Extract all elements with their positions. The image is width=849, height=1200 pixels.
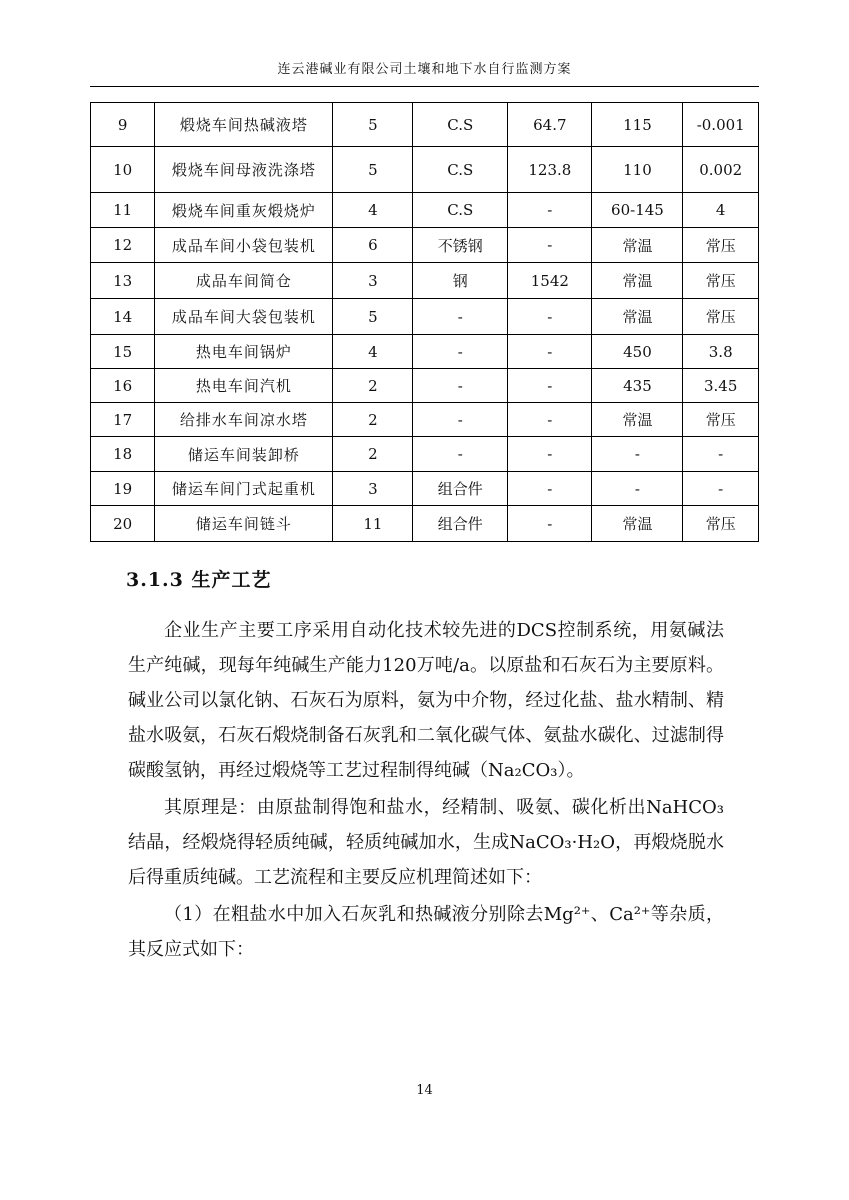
- table-cell: 热电车间锅炉: [155, 335, 333, 369]
- table-cell: 5: [333, 103, 413, 147]
- table-row: [91, 472, 759, 506]
- table-cell: 常温: [592, 403, 683, 437]
- table-cell: 常温: [592, 506, 683, 542]
- table-cell: 10: [91, 147, 155, 193]
- section-title: 3.1.3 生产工艺: [126, 569, 272, 591]
- table-cell: 450: [592, 335, 683, 369]
- table-cell: 15: [91, 335, 155, 369]
- table-cell: 60-145: [592, 193, 683, 228]
- table-cell: 常压: [683, 228, 759, 263]
- table-cell: 16: [91, 369, 155, 403]
- table-row: [91, 437, 759, 472]
- table-cell: 2: [333, 437, 413, 472]
- table-cell: -0.001: [683, 103, 759, 147]
- table-cell: 成品车间大袋包装机: [155, 299, 333, 335]
- body-text: [128, 613, 724, 967]
- equipment-table-body: [91, 103, 759, 542]
- table-cell: C.S: [413, 193, 508, 228]
- table-cell: 110: [592, 147, 683, 193]
- table-cell: -: [683, 472, 759, 506]
- table-cell: 2: [333, 403, 413, 437]
- table-row: [91, 103, 759, 147]
- table-cell: 钢: [413, 263, 508, 299]
- table-cell: -: [413, 335, 508, 369]
- table-cell: -: [508, 335, 592, 369]
- table-cell: 20: [91, 506, 155, 542]
- table-cell: 储运车间链斗: [155, 506, 333, 542]
- table-row: [91, 506, 759, 542]
- table-cell: 5: [333, 299, 413, 335]
- table-cell: 12: [91, 228, 155, 263]
- table-cell: 煅烧车间重灰煅烧炉: [155, 193, 333, 228]
- table-cell: 13: [91, 263, 155, 299]
- table-cell: 不锈钢: [413, 228, 508, 263]
- equipment-table: [90, 102, 759, 542]
- table-row: [91, 228, 759, 263]
- table-cell: 常温: [592, 299, 683, 335]
- table-cell: 14: [91, 299, 155, 335]
- table-row: [91, 193, 759, 228]
- table-cell: 9: [91, 103, 155, 147]
- table-cell: 0.002: [683, 147, 759, 193]
- table-cell: -: [508, 299, 592, 335]
- table-cell: 5: [333, 147, 413, 193]
- table-cell: -: [508, 437, 592, 472]
- table-cell: -: [413, 299, 508, 335]
- table-cell: 19: [91, 472, 155, 506]
- table-cell: 4: [333, 193, 413, 228]
- table-cell: 常压: [683, 263, 759, 299]
- table-cell: 2: [333, 369, 413, 403]
- table-row: [91, 369, 759, 403]
- table-cell: 3: [333, 263, 413, 299]
- table-row: [91, 263, 759, 299]
- table-cell: 给排水车间凉水塔: [155, 403, 333, 437]
- table-cell: -: [592, 472, 683, 506]
- table-cell: 6: [333, 228, 413, 263]
- table-cell: 17: [91, 403, 155, 437]
- table-row: [91, 147, 759, 193]
- table-cell: 11: [333, 506, 413, 542]
- table-cell: 64.7: [508, 103, 592, 147]
- table-row: [91, 403, 759, 437]
- table-cell: 115: [592, 103, 683, 147]
- table-cell: -: [508, 193, 592, 228]
- table-cell: -: [508, 228, 592, 263]
- table-cell: 常温: [592, 263, 683, 299]
- table-cell: -: [413, 369, 508, 403]
- table-cell: 组合件: [413, 506, 508, 542]
- table-cell: 常压: [683, 506, 759, 542]
- table-cell: 435: [592, 369, 683, 403]
- table-cell: 煅烧车间热碱液塔: [155, 103, 333, 147]
- table-cell: 3.8: [683, 335, 759, 369]
- table-cell: 煅烧车间母液洗涤塔: [155, 147, 333, 193]
- table-cell: 3: [333, 472, 413, 506]
- table-cell: -: [508, 506, 592, 542]
- table-cell: 3.45: [683, 369, 759, 403]
- table-cell: -: [683, 437, 759, 472]
- table-cell: -: [413, 437, 508, 472]
- table-cell: 11: [91, 193, 155, 228]
- table-cell: 成品车间小袋包装机: [155, 228, 333, 263]
- table-cell: 常温: [592, 228, 683, 263]
- table-cell: -: [508, 369, 592, 403]
- paragraph: 其原理是：由原盐制得饱和盐水，经精制、吸氨、碳化析出NaHCO₃结晶，经煅烧得轻质纯碱，轻质纯碱加水，生成NaCO₃·H₂O，再煅烧脱水后得重质纯碱。工艺流程和主要反应机理简述如下：: [128, 797, 724, 888]
- table-cell: C.S: [413, 103, 508, 147]
- page-number: 14: [416, 1083, 433, 1098]
- header-rule: [90, 86, 759, 87]
- table-cell: 1542: [508, 263, 592, 299]
- table-cell: 热电车间汽机: [155, 369, 333, 403]
- table-cell: 成品车间简仓: [155, 263, 333, 299]
- table-cell: 储运车间装卸桥: [155, 437, 333, 472]
- table-cell: -: [413, 403, 508, 437]
- table-cell: 常压: [683, 403, 759, 437]
- table-row: [91, 299, 759, 335]
- paragraph: 企业生产主要工序采用自动化技术较先进的DCS控制系统，用氨碱法生产纯碱，现每年纯碱生产能力120万吨/a。以原盐和石灰石为主要原料。碱业公司以氯化钠、石灰石为原料，氨为中介物，经过化盐、盐水精制、精盐水吸氨，石灰石煅烧制备石灰乳和二氧化碳气体、氨盐水碳化、过滤制得碳酸氢钠，再经过煅烧等工艺过程制得纯碱（Na₂CO₃）。: [128, 620, 724, 781]
- page-header: 连云港碱业有限公司土壤和地下水自行监测方案: [277, 62, 572, 77]
- table-cell: 4: [333, 335, 413, 369]
- table-cell: -: [508, 472, 592, 506]
- table-cell: 常压: [683, 299, 759, 335]
- table-cell: 18: [91, 437, 155, 472]
- table-cell: 4: [683, 193, 759, 228]
- table-row: [91, 335, 759, 369]
- table-cell: -: [592, 437, 683, 472]
- table-cell: -: [508, 403, 592, 437]
- table-cell: 组合件: [413, 472, 508, 506]
- table-cell: 123.8: [508, 147, 592, 193]
- table-cell: 储运车间门式起重机: [155, 472, 333, 506]
- table-cell: C.S: [413, 147, 508, 193]
- paragraph: （1）在粗盐水中加入石灰乳和热碱液分别除去Mg²⁺、Ca²⁺等杂质，其反应式如下：: [128, 904, 724, 960]
